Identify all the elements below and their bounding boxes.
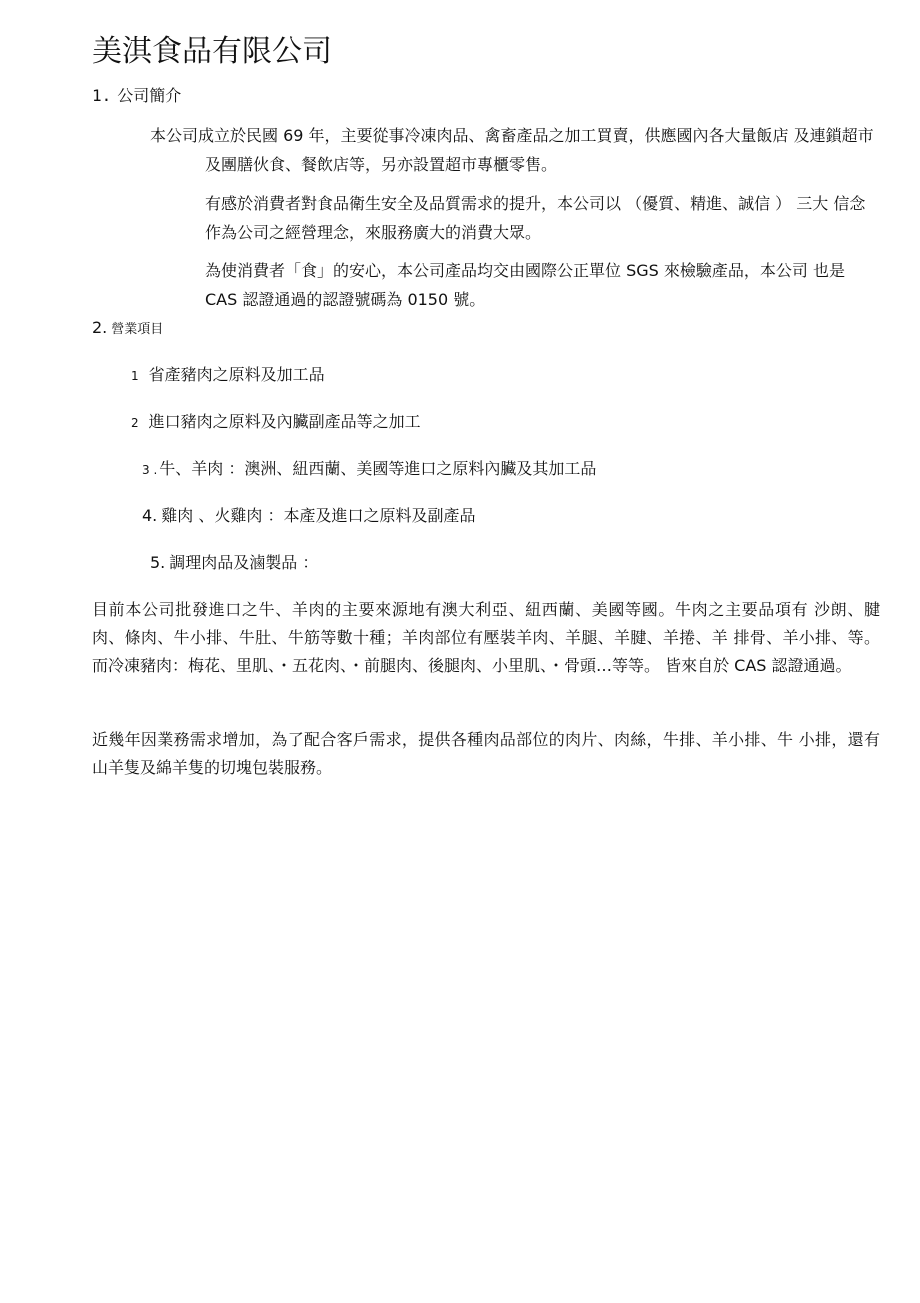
section-2-label: 營業項目: [111, 322, 164, 337]
business-item: [131, 410, 421, 435]
company-title: 美淇食品有限公司: [92, 34, 332, 69]
business-item-text: 牛、羊肉 ：澳洲、紐西蘭、美國等進口之原料內臟及其加工品: [159, 459, 597, 478]
business-item-number: 1: [131, 369, 139, 383]
section-1-number: 1.: [92, 86, 112, 105]
section-1-heading: [92, 84, 181, 108]
body-paragraph-1: 目前本公司批發進口之牛、羊肉的主要來源地有澳大利亞、紐西蘭、美國等國。牛肉之主要品項有 沙朗、腱肉、條肉、牛小排、牛肚、牛筋等數十種；羊肉部位有壓裝羊肉、羊腿、羊腱、羊捲、羊 排骨、羊小排、等。而冷凍豬肉：梅花、里肌、・五花肉、・前腿肉、後腿肉、小里肌、・骨頭…等等。 皆來自於 CAS 認證通過。: [92, 600, 880, 675]
business-item: [142, 457, 596, 482]
business-item-text: 進口豬肉之原料及內臟副產品等之加工: [148, 412, 421, 431]
section-2-number: 2.: [92, 318, 108, 337]
business-item-text: 雞肉 、火雞肉 ：本產及進口之原料及副產品: [161, 506, 476, 525]
body-paragraph-2: 近幾年因業務需求增加，為了配合客戶需求，提供各種肉品部位的肉片、肉絲，牛排、羊小排、牛 小排，還有山羊隻及綿羊隻的切塊包裝服務。: [92, 730, 880, 777]
intro-paragraph-2: 有感於消費者對食品衛生安全及品質需求的提升，本公司以 （優質、精進、誠信 ） 三大 信念作為公司之經營理念，來服務廣大的消費大眾。: [205, 194, 866, 242]
business-item-text: 省產豬肉之原料及加工品: [148, 365, 325, 384]
business-item-number: 3 .: [142, 463, 158, 477]
business-item: [150, 551, 318, 575]
business-item: [131, 363, 325, 388]
business-item: [142, 504, 475, 528]
section-2-heading: [92, 316, 163, 342]
business-item-text: 調理肉品及滷製品 ：: [169, 553, 319, 572]
intro-paragraph-3: 為使消費者「食」的安心，本公司產品均交由國際公正單位 SGS 來檢驗產品，本公司 也是 CAS 認證通過的認證號碼為 0150 號。: [205, 261, 845, 309]
intro-paragraph-1: 本公司成立於民國 69 年，主要從事冷凍肉品、禽畜產品之加工買賣，供應國內各大量飯店 及連鎖超市及團膳伙食、餐飲店等，另亦設置超市專櫃零售。: [150, 126, 874, 174]
section-1-label: 公司簡介: [117, 86, 182, 105]
business-item-number: 2: [131, 416, 139, 430]
business-item-number: 5.: [150, 553, 166, 572]
business-item-number: 4.: [142, 506, 158, 525]
